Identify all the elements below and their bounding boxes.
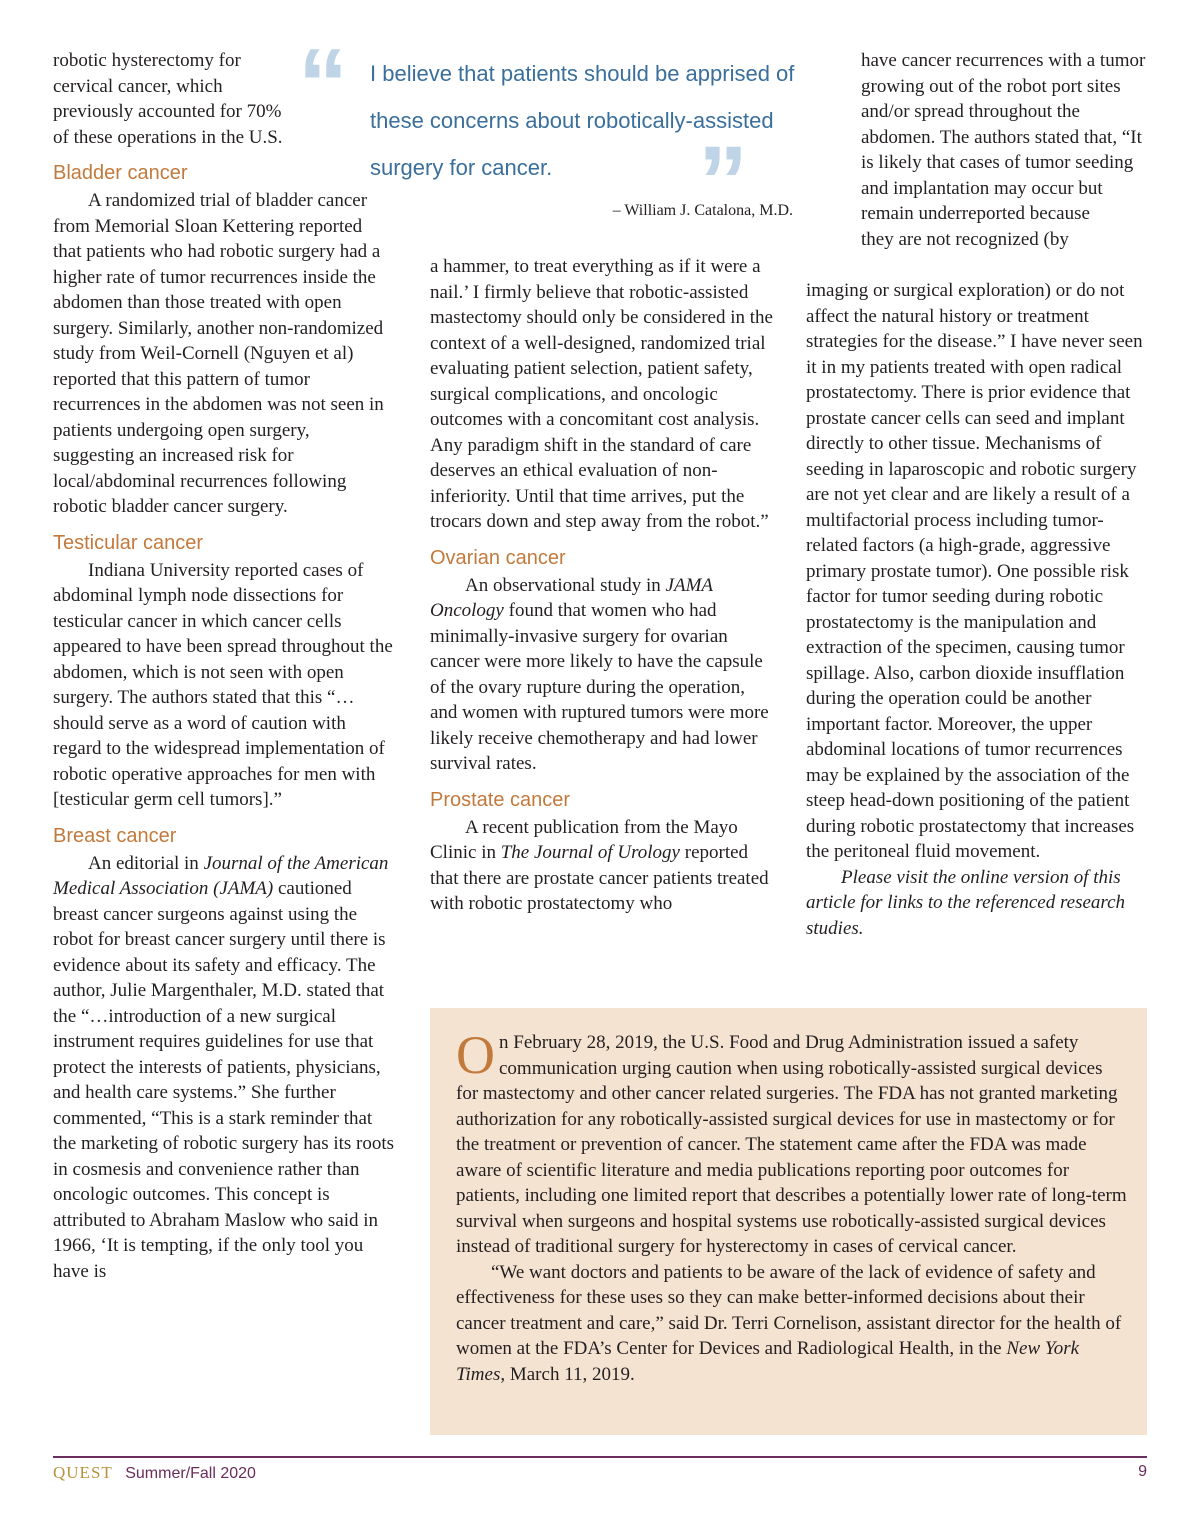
issue-label: Summer/Fall 2020 <box>125 1465 256 1482</box>
heading-breast-cancer: Breast cancer <box>53 824 177 847</box>
column-3-top <box>861 48 1151 252</box>
journal-name: Journal of the American Medical Association (JAMA) <box>53 852 389 899</box>
column-1 <box>53 48 395 1284</box>
fda-sidebar-box <box>430 1008 1147 1435</box>
drop-cap: O <box>456 1025 495 1085</box>
footer <box>53 1463 1147 1487</box>
page-number: 9 <box>1138 1463 1147 1480</box>
heading-prostate-cancer: Prostate cancer <box>430 788 571 811</box>
heading-testicular-cancer: Testicular cancer <box>53 531 204 554</box>
column-3-top-text: have cancer recurrences with a tumor growing out of the robot port sites and/or spread throughout the abdomen. The authors stated that, “It is likely that cases of tumor seeding and implantation may occur but remain underreported because <box>861 50 1146 224</box>
testicular-cancer-text: Indiana University reported cases of abdominal lymph node dissections for testicular cancer in which cancer cells appeared to have been spread throughout the abdomen, which is not seen with open surgery. The authors stated that this “… should serve as a word of caution with regard to the widespread implementation of robotic operative approaches for men with [testicular germ cell tumors].” <box>53 559 393 810</box>
breast-cancer-text: An editorial in Journal of the American Medical Association (JAMA) cautioned breast cancer surgeons against using the robot for breast cancer surgery until there is evidence about its safety and efficacy. The author, Julie Margenthaler, M.D. stated that the “…introduction of a new surgical instrument requires guidelines for use that protect the interests of patients, physicians, and health care systems.” She further commented, “This is a stark reminder that the marketing of robotic surgery has its roots in cosmesis and convenience rather than oncologic outcomes. This concept is attributed to Abraham Maslow who said in 1966, ‘It is tempting, if the only tool you have is <box>53 852 395 1282</box>
heading-bladder-cancer: Bladder cancer <box>53 162 188 184</box>
news-source: New York Times <box>456 1338 1080 1385</box>
prostate-cancer-text: A recent publication from the Mayo Clinic in The Journal of Urology reported that there are prostate cancer patients treated with robotic prostatectomy who <box>430 816 769 914</box>
publication-brand: QUEST <box>53 1463 113 1482</box>
ovarian-cancer-text: An observational study in JAMA Oncology found that women who had minimally-invasive surgery for ovarian cancer were more likely to have the capsule of the ovary rupture during the operation, and women with ruptured tumors were more likely receive chemotherapy and had lower survival rates. <box>430 574 769 774</box>
column-2 <box>430 254 775 917</box>
closing-note: Please visit the online version of this article for links to the referenced research studies. <box>806 866 1126 939</box>
bladder-cancer-text: A randomized trial of bladder cancer from Memorial Sloan Kettering reported that patients who had robotic surgery had a higher rate of tumor recurrences inside the abdomen than those treated with open surgery. Similarly, another non-randomized study from Weil-Cornell (Nguyen et al) reported that this pattern of tumor recurrences in the abdomen was not seen in patients undergoing open surgery, suggesting an increased risk for local/abdominal recurrences following robotic bladder cancer surgery. <box>53 190 384 517</box>
column-3-lead-line: they are not recognized (by <box>861 228 1069 250</box>
heading-ovarian-cancer: Ovarian cancer <box>430 546 566 569</box>
fda-paragraph-2: “We want doctors and patients to be aware of the lack of evidence of safety and effectiveness for these uses so they can make better-informed decisions about their cancer treatment and care,” said Dr. Terri Cornelison, assistant director for the health of women at the FDA’s Center for Devices and Radiological Health, in the New York Times, March 11, 2019. <box>456 1261 1122 1385</box>
pull-quote: I believe that patients should be apprised of these concerns about robotically-assisted surgery for cancer. <box>370 61 795 180</box>
footer-divider <box>53 1456 1147 1458</box>
fda-paragraph-1: On February 28, 2019, the U.S. Food and Drug Administration issued a safety communication urging caution when using robotically-assisted surgical devices for mastectomy and other cancer related surgeries. The FDA has not granted marketing authorization for any robotically-assisted surgical devices for use in mastectomy or for the treatment or prevention of cancer. The statement came after the FDA was made aware of scientific literature and media publications reporting poor outcomes for patients, including one limited report that describes a potentially lower rate of long-term survival when surgeons and hospital systems use robotically-assisted surgical devices instead of traditional surgery for hysterectomy in cases of cervical cancer. <box>456 1025 1127 1257</box>
column-3 <box>806 278 1151 941</box>
journal-name: JAMA Oncology <box>430 574 713 621</box>
column-1-intro: robotic hysterectomy for cervical cancer, which previously accounted for 70% of these operations in the U.S. <box>53 50 283 148</box>
fda-sidebar-content <box>456 1025 1128 1387</box>
close-quote-mark: ” <box>698 126 748 238</box>
open-quote-mark: “ <box>298 28 348 140</box>
journal-name: The Journal of Urology <box>500 842 680 863</box>
breast-cancer-continuation: a hammer, to treat everything as if it were a nail.’ I firmly believe that robotic-assisted mastectomy should only be considered in the context of a well-designed, randomized trial evaluating patient selection, patient safety, surgical complications, and oncologic outcomes with a concomitant cost analysis. Any paradigm shift in the standard of care deserves an ethical evaluation of non-inferiority. Until that time arrives, put the trocars down and step away from the robot.” <box>430 256 773 532</box>
pull-quote-attribution: – William J. Catalona, M.D. <box>612 202 793 219</box>
column-3-body: imaging or surgical exploration) or do not affect the natural history or treatment strategies for the disease.” I have never seen it in my patients treated with open radical prostatectomy. There is prior evidence that prostate cancer cells can seed and implant directly to other tissue. Mechanisms of seeding in laparoscopic and robotic surgery are not yet clear and are likely a result of a multifactorial process including tumor-related factors (a high-grade, aggressive primary prostate tumor). One possible risk factor for tumor seeding during robotic prostatectomy is the manipulation and extraction of the specimen, causing tumor spillage. Also, carbon dioxide insufflation during the operation could be another important factor. Moreover, the upper abdominal locations of tumor recurrences may be explained by the association of the steep head-down positioning of the patient during robotic prostatectomy that increases the peritoneal fluid movement. <box>806 280 1143 862</box>
